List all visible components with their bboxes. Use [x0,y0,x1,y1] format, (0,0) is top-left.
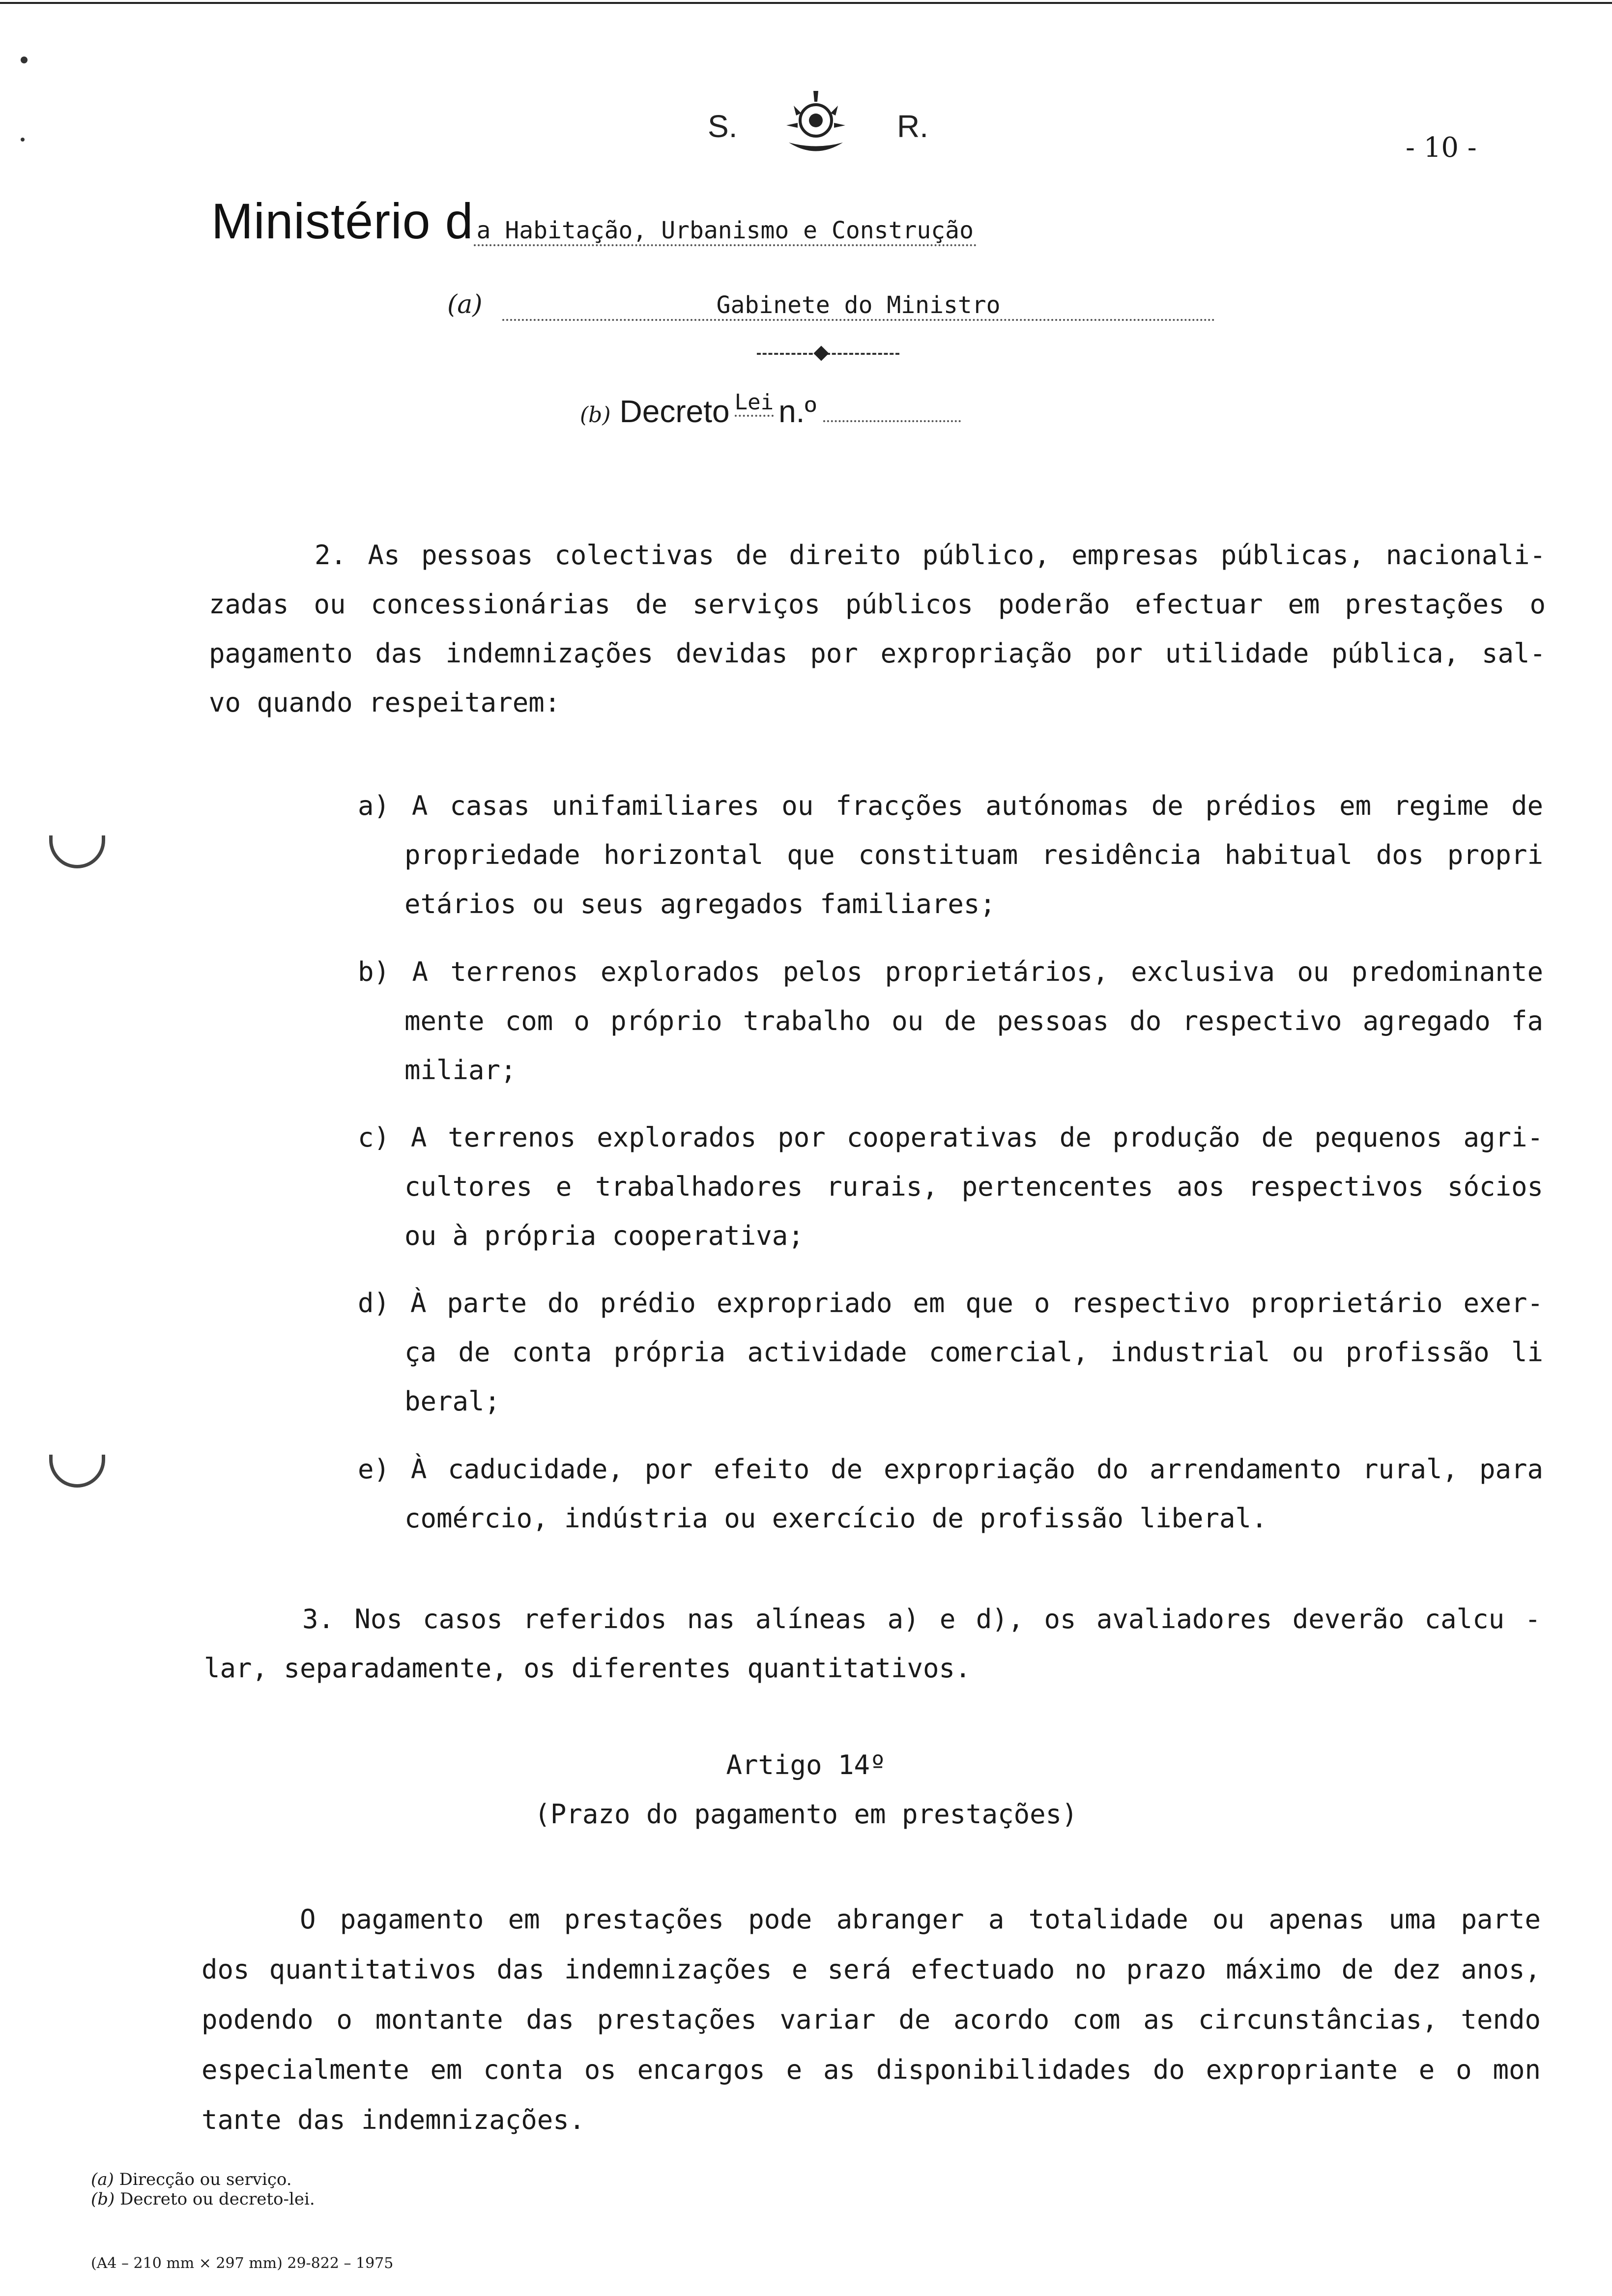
department-field: Gabinete do Ministro [502,291,1215,321]
text-line: mente com o próprio trabalho ou de pessoas do respectivo agregado fa [404,1005,1543,1036]
ministry-prefix: Ministério d [211,193,474,249]
text-line: 2. As pessoas colectivas de direito público, empresas públicas, nacionali- [315,540,1546,571]
decree-word: Decreto [619,394,730,429]
text-line: tante das indemnizações. [202,2104,585,2135]
decree-number-label: n.º [778,394,816,429]
ministry-heading [211,193,977,250]
list-item-b [358,947,1543,1095]
margin-dot [21,138,25,142]
list-item-e [358,1445,1543,1543]
top-border-line [0,2,1612,4]
text-line: O pagamento em prestações pode abranger a totalidade ou apenas uma parte [300,1904,1541,1935]
footnote-b [91,2189,315,2209]
ministry-name-field: a Habitação, Urbanismo e Construção [474,217,977,246]
text-line: b) A terrenos explorados pelos proprietários, exclusiva ou predominante [358,956,1543,987]
form-number: (A4 – 210 mm × 297 mm) 29-822 – 1975 [91,2255,394,2272]
republic-emblem [779,86,853,160]
paragraph-3 [204,1595,1541,1693]
punch-hole-mark [49,1455,105,1488]
text-line: lar, separadamente, os diferentes quantitativos. [204,1653,971,1684]
text-line: ou à própria cooperativa; [404,1220,804,1251]
footnote-a-text: Direcção ou serviço. [119,2170,292,2189]
department-line [447,290,1215,321]
text-line: a) A casas unifamiliares ou fracções autónomas de prédios em regime de [358,790,1543,821]
page-number: - 10 - [1406,132,1477,164]
article-body [202,1894,1541,2145]
text-line: podendo o montante das prestações variar de acordo com as circunstâncias, tendo [202,2004,1541,2035]
divider-diamond-icon [813,345,829,361]
text-line: beral; [404,1386,501,1417]
article-subtitle: (Prazo do pagamento em prestações) [534,1799,1078,1830]
text-line: cultores e trabalhadores rurais, pertencentes aos respectivos sócios [404,1171,1543,1202]
punch-hole-mark [49,835,105,868]
text-line: miliar; [404,1055,517,1086]
text-line: e) À caducidade, por efeito de expropriação do arrendamento rural, para [358,1454,1543,1485]
text-line: vo quando respeitarem: [209,687,561,718]
department-label: (a) [447,290,483,319]
footnote-a [91,2170,292,2189]
text-line: propriedade horizontal que constituam residência habitual dos propri [404,839,1543,870]
list-item-a [358,781,1543,929]
footnote-b-text: Decreto ou decreto-lei. [120,2189,315,2209]
text-line: comércio, indústria ou exercício de profissão liberal. [404,1503,1267,1534]
text-line: ça de conta própria actividade comercial, industrial ou profissão li [404,1337,1543,1368]
list-item-d [358,1279,1543,1426]
text-line: zadas ou concessionárias de serviços públicos poderão efectuar em prestações o [209,589,1546,620]
decree-type: Lei [735,390,774,417]
decree-label: (b) [580,402,611,428]
text-line: dos quantitativos das indemnizações e será efectuado no prazo máximo de dez anos, [202,1954,1541,1985]
text-line: etários ou seus agregados familiares; [404,889,996,919]
text-line: pagamento das indemnizações devidas por expropriação por utilidade pública, sal- [209,638,1546,669]
list-item-c [358,1113,1543,1261]
footnote-b-label: (b) [91,2189,115,2209]
decree-line [580,390,961,430]
seal-right-letter: R. [897,109,928,144]
text-line: d) À parte do prédio expropriado em que o respectivo proprietário exer- [358,1288,1543,1319]
footnote-a-label: (a) [91,2170,114,2189]
margin-dot [21,57,28,63]
text-line: c) A terrenos explorados por cooperativas de produção de pequenos agri- [358,1122,1543,1153]
paragraph-2 [209,531,1546,727]
text-line: 3. Nos casos referidos nas alíneas a) e d), os avaliadores deverão calcu - [302,1604,1541,1635]
seal-left-letter: S. [708,109,738,144]
text-line: especialmente em conta os encargos e as disponibilidades do expropriante e o mon [202,2054,1541,2085]
decree-number-field [823,420,961,422]
article-title: Artigo 14º [726,1750,886,1780]
